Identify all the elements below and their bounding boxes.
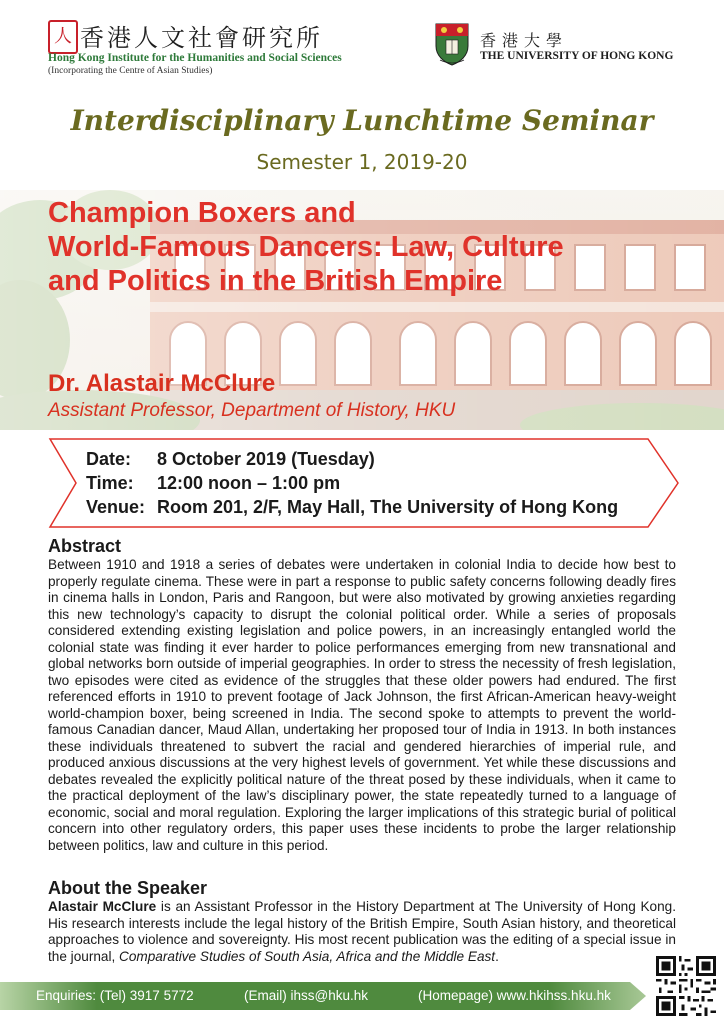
event-details-box (48, 437, 680, 529)
qr-code-icon[interactable] (656, 956, 716, 1016)
hku-chinese-name: 香港大學 (480, 31, 569, 50)
date-value: 8 October 2019 (Tuesday) (157, 449, 375, 469)
journal-title: Comparative Studies of South Asia, Africa and the Middle East (119, 948, 496, 964)
ihss-chinese-name: 香港人文社會研究所 (80, 24, 323, 52)
speaker-name: Dr. Alastair McClure (48, 370, 276, 397)
date-line (86, 449, 375, 470)
series-title: Interdisciplinary Lunchtime Seminar (70, 104, 654, 137)
date-label: Date: (86, 449, 132, 469)
abstract-heading: Abstract (48, 536, 122, 556)
seminar-title-line: Champion Boxers and (48, 197, 356, 229)
footer-homepage[interactable]: (Homepage) www.hkihss.hku.hk (418, 988, 611, 1003)
time-value: 12:00 noon – 1:00 pm (157, 473, 341, 493)
ihss-english-name: Hong Kong Institute for the Humanities and Social Sciences (48, 52, 342, 64)
about-speaker-body: is an Assistant Professor in the History Department at The University of Hong Kong. His research interests include the legal history of the British Empire, South Asian history, and theoretical approaches to violence and sovereignty. His most recent publication was the editing of a special issue in the journal, (48, 899, 676, 964)
venue-value: Room 201, 2/F, May Hall, The University of Hong Kong (157, 497, 619, 517)
ihss-seal-icon: 人 (48, 20, 78, 54)
about-speaker-text (48, 899, 676, 965)
hku-crest-icon (434, 22, 470, 66)
ihss-subtitle: (Incorporating the Centre of Asian Studies) (48, 66, 213, 76)
about-speaker-heading: About the Speaker (48, 878, 208, 898)
footer-bar (0, 978, 650, 1014)
semester-label: Semester 1, 2019-20 (256, 150, 468, 174)
abstract-text: Between 1910 and 1918 a series of debates were undertaken in colonial India to decide how best to properly regulate cinema. These were in part a response to public safety concerns following deadly fires in cinema halls in London, Paris and Rangoon, but were also motivated by growing anxieties regarding this new technology’s capacity to disrupt the colonial political order. While a series of proposals considered extending existing legislation and police powers, in an increasingly entangled world the colonial state was finding it ever harder to police performances emerging from new transnational and global networks born outside of imperial geographies. In order to stress the necessity of fresh legislation, two episodes were cited as evidence of the struggles that these older powers had endured. The first referenced efforts in 1910 to prevent footage of Jack Johnson, the first African-American heavy-weight world-champion boxer, being screened in India. The second spoke to attempts to prevent the world-famous Canadian dancer, Maud Allan, undertaking her proposed tour of India in 1913. In both instances these individuals threatened to subvert the racial and gendered hierarchies of imperial rule, and produced anxious discussions at the very highest levels of government. Yet while these discussions and debates revealed the explicitly political nature of the threat posed by these individuals, when it came to the practical deployment of the law’s disciplinary power, the state repeatedly turned to a language of economic, social and moral regulation. Exploring the larger implications of this strategic burial of political concern into other regulatory orders, this paper uses these incidents to probe the larger relationship between politics, law and culture in this period. (48, 557, 676, 853)
about-speaker-end: . (495, 948, 499, 964)
venue-label: Venue: (86, 497, 146, 517)
footer-enquiries: Enquiries: (Tel) 3917 5772 (36, 988, 194, 1003)
time-label: Time: (86, 473, 134, 493)
speaker-position: Assistant Professor, Department of History, HKU (48, 400, 456, 421)
seminar-title-line: and Politics in the British Empire (48, 265, 503, 297)
footer-email[interactable]: (Email) ihss@hku.hk (244, 988, 368, 1003)
venue-line (86, 497, 618, 518)
hku-english-name: THE UNIVERSITY OF HONG KONG (480, 50, 674, 62)
header (0, 0, 724, 82)
time-line (86, 473, 340, 494)
about-speaker-name: Alastair McClure (48, 899, 157, 914)
seminar-title-line: World-Famous Dancers: Law, Culture (48, 231, 564, 263)
seminar-title (48, 196, 708, 298)
